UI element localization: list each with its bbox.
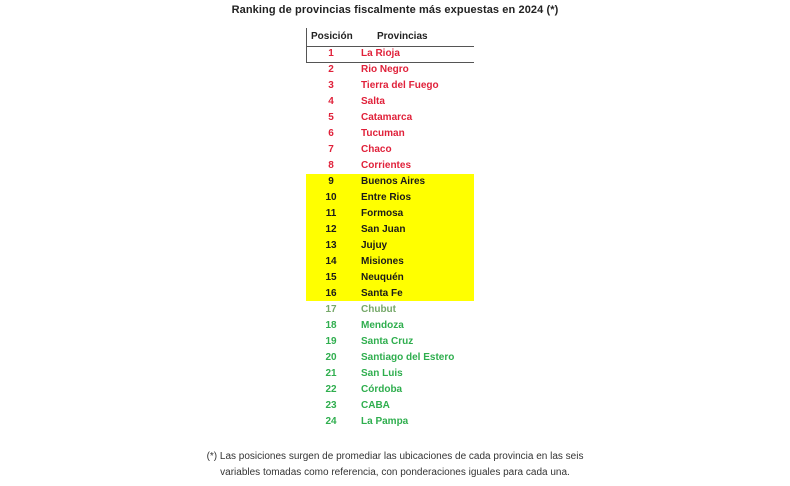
row-position: 5 bbox=[328, 112, 334, 123]
row-position: 8 bbox=[328, 160, 334, 171]
table-row bbox=[306, 350, 474, 366]
column-header-position: Posición bbox=[311, 31, 353, 42]
row-position: 23 bbox=[325, 400, 337, 411]
row-position: 18 bbox=[325, 320, 337, 331]
row-position: 2 bbox=[328, 64, 334, 75]
row-position: 17 bbox=[325, 304, 337, 315]
row-position: 12 bbox=[325, 224, 337, 235]
table-row bbox=[306, 366, 474, 382]
row-province: Rio Negro bbox=[361, 64, 409, 75]
row-position: 13 bbox=[325, 240, 337, 251]
row-province: Neuquén bbox=[361, 272, 404, 283]
row-province: Entre Rios bbox=[361, 192, 412, 203]
row-province: Buenos Aires bbox=[361, 176, 426, 187]
row-position: 4 bbox=[328, 96, 334, 107]
table-row bbox=[306, 398, 474, 414]
row-province: Jujuy bbox=[361, 240, 388, 251]
table-row bbox=[306, 46, 474, 62]
table-row bbox=[306, 382, 474, 398]
row-province: Santa Cruz bbox=[361, 336, 414, 347]
row-province: Chaco bbox=[361, 144, 392, 155]
row-position: 3 bbox=[328, 80, 334, 91]
table-row bbox=[306, 286, 474, 302]
row-position: 14 bbox=[325, 256, 337, 267]
table-row bbox=[306, 126, 474, 142]
table-row bbox=[306, 254, 474, 270]
row-position: 9 bbox=[328, 176, 334, 187]
row-position: 11 bbox=[325, 208, 337, 219]
row-province: Córdoba bbox=[361, 384, 403, 395]
row-province: San Juan bbox=[361, 224, 406, 235]
row-province: Mendoza bbox=[361, 320, 404, 331]
row-province: Formosa bbox=[361, 208, 404, 219]
page-title: Ranking de provincias fiscalmente más expuestas en 2024 (*) bbox=[231, 4, 559, 16]
row-position: 1 bbox=[328, 48, 334, 59]
table-row bbox=[306, 94, 474, 110]
row-province: Santa Fe bbox=[361, 288, 403, 299]
row-province: San Luis bbox=[361, 368, 403, 379]
table-row bbox=[306, 238, 474, 254]
footnote-line-2: variables tomadas como referencia, con ponderaciones iguales para cada una. bbox=[220, 467, 570, 478]
table-row bbox=[306, 206, 474, 222]
table-row bbox=[306, 78, 474, 94]
row-province: Corrientes bbox=[361, 160, 412, 171]
table-row bbox=[306, 158, 474, 174]
column-header-province: Provincias bbox=[377, 31, 428, 42]
row-position: 20 bbox=[325, 352, 337, 363]
table-row bbox=[306, 302, 474, 318]
table-row bbox=[306, 190, 474, 206]
footnote-line-1: (*) Las posiciones surgen de promediar las ubicaciones de cada provincia en las seis bbox=[206, 451, 584, 462]
table-row bbox=[306, 110, 474, 126]
row-position: 7 bbox=[328, 144, 334, 155]
row-province: Misiones bbox=[361, 256, 404, 267]
table-row bbox=[306, 62, 474, 78]
row-province: CABA bbox=[361, 400, 390, 411]
table-row bbox=[306, 318, 474, 334]
row-province: Tucuman bbox=[361, 128, 405, 139]
row-position: 24 bbox=[325, 416, 337, 427]
row-position: 10 bbox=[325, 192, 337, 203]
row-province: Salta bbox=[361, 96, 385, 107]
row-province: Chubut bbox=[361, 304, 396, 315]
row-position: 15 bbox=[325, 272, 337, 283]
table-row bbox=[306, 414, 474, 430]
row-province: Catamarca bbox=[361, 112, 413, 123]
table-row bbox=[306, 222, 474, 238]
row-position: 16 bbox=[325, 288, 337, 299]
row-position: 19 bbox=[325, 336, 337, 347]
table-row bbox=[306, 334, 474, 350]
row-province: La Pampa bbox=[361, 416, 409, 427]
row-position: 22 bbox=[325, 384, 337, 395]
table-row bbox=[306, 270, 474, 286]
row-position: 21 bbox=[325, 368, 337, 379]
row-province: La Rioja bbox=[361, 48, 400, 59]
row-position: 6 bbox=[328, 128, 334, 139]
row-province: Santiago del Estero bbox=[361, 352, 455, 363]
table-row bbox=[306, 174, 474, 190]
row-province: Tierra del Fuego bbox=[361, 80, 439, 91]
table-row bbox=[306, 142, 474, 158]
